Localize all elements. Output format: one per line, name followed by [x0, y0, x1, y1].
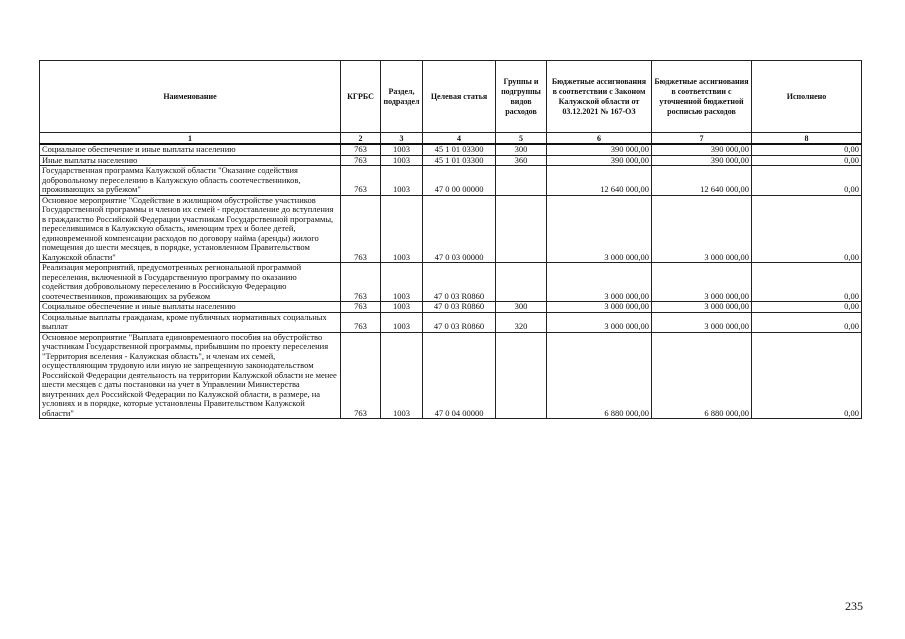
row-group — [496, 332, 547, 419]
row-executed: 0,00 — [752, 144, 862, 155]
row-law-allocation: 12 640 000,00 — [547, 166, 652, 196]
row-law-allocation: 6 880 000,00 — [547, 332, 652, 419]
row-target: 47 0 00 00000 — [423, 166, 496, 196]
row-kgrbs: 763 — [341, 312, 381, 332]
row-law-allocation: 3 000 000,00 — [547, 263, 652, 302]
row-kgrbs: 763 — [341, 195, 381, 263]
column-number: 7 — [652, 133, 752, 145]
row-law-allocation: 3 000 000,00 — [547, 195, 652, 263]
row-section: 1003 — [381, 332, 423, 419]
column-number: 5 — [496, 133, 547, 145]
row-refined-allocation: 390 000,00 — [652, 155, 752, 166]
row-target: 45 1 01 03300 — [423, 155, 496, 166]
row-kgrbs: 763 — [341, 263, 381, 302]
table-row — [40, 166, 862, 196]
row-refined-allocation: 12 640 000,00 — [652, 166, 752, 196]
row-target: 47 0 03 R0860 — [423, 312, 496, 332]
row-target: 47 0 04 00000 — [423, 332, 496, 419]
row-group — [496, 195, 547, 263]
row-target: 47 0 03 R0860 — [423, 302, 496, 313]
row-executed: 0,00 — [752, 332, 862, 419]
row-name: Социальные выплаты гражданам, кроме публичных нормативных социальных выплат — [40, 312, 341, 332]
row-refined-allocation: 3 000 000,00 — [652, 195, 752, 263]
column-header-kgrbs: КГРБС — [341, 61, 381, 133]
row-law-allocation: 390 000,00 — [547, 144, 652, 155]
row-name: Иные выплаты населению — [40, 155, 341, 166]
row-refined-allocation: 6 880 000,00 — [652, 332, 752, 419]
table-row — [40, 263, 862, 302]
row-name: Государственная программа Калужской области "Оказание содействия добровольному переселению в Калужскую область соотечественников, проживающих за рубежом" — [40, 166, 341, 196]
row-section: 1003 — [381, 195, 423, 263]
row-refined-allocation: 3 000 000,00 — [652, 312, 752, 332]
table-row — [40, 144, 862, 155]
table-row — [40, 195, 862, 263]
row-target: 47 0 03 R0860 — [423, 263, 496, 302]
row-refined-allocation: 390 000,00 — [652, 144, 752, 155]
column-number: 4 — [423, 133, 496, 145]
row-name: Социальное обеспечение и иные выплаты населению — [40, 144, 341, 155]
row-executed: 0,00 — [752, 312, 862, 332]
row-group — [496, 263, 547, 302]
row-law-allocation: 3 000 000,00 — [547, 302, 652, 313]
row-group: 300 — [496, 302, 547, 313]
column-header-executed: Исполнено — [752, 61, 862, 133]
row-kgrbs: 763 — [341, 332, 381, 419]
row-name: Основное мероприятие "Выплата единовременного пособия на обустройство участникам Государственной программы, прибывшим по проекту переселения "Территория вселения - Калужская область", и членам их семей, осуществляющим трудовую или иную не запрещенную законодательством Российской Федерации деятельность на территории Калужской области не менее шести месяцев с даты постановки на учет в Управлении Министерства внутренних дел Российской Федерации по Калужской области, в размере, на условиях и в порядке, которые установлены Правительством Калужской области" — [40, 332, 341, 419]
row-executed: 0,00 — [752, 195, 862, 263]
row-refined-allocation: 3 000 000,00 — [652, 263, 752, 302]
row-group — [496, 166, 547, 196]
row-section: 1003 — [381, 312, 423, 332]
row-group: 320 — [496, 312, 547, 332]
row-kgrbs: 763 — [341, 144, 381, 155]
row-target: 45 1 01 03300 — [423, 144, 496, 155]
row-section: 1003 — [381, 263, 423, 302]
column-number: 1 — [40, 133, 341, 145]
column-header-law-allocation: Бюджетные ассигнования в соответствии с Законом Калужской области от 03.12.2021 № 167-ОЗ — [547, 61, 652, 133]
header-row — [40, 61, 862, 133]
column-header-refined-allocation: Бюджетные ассигнования в соответствии с уточненной бюджетной росписью расходов — [652, 61, 752, 133]
column-header-target: Целевая статья — [423, 61, 496, 133]
row-name: Основное мероприятие "Содействие в жилищном обустройстве участников Государственной программы и членов их семей - предоставление до вступления в гражданство Российской Федерации участникам Государственной программы, переселившимся в Калужскую область, имеющим трех и более детей, единовременной компенсации расходов по договору найма (аренды) жилого помещения до шести месяцев, в порядке, установленном Правительством Калужской области" — [40, 195, 341, 263]
row-law-allocation: 3 000 000,00 — [547, 312, 652, 332]
row-executed: 0,00 — [752, 166, 862, 196]
row-executed: 0,00 — [752, 302, 862, 313]
row-name: Социальное обеспечение и иные выплаты населению — [40, 302, 341, 313]
column-header-group: Группы и подгруппы видов расходов — [496, 61, 547, 133]
column-number: 2 — [341, 133, 381, 145]
column-number: 6 — [547, 133, 652, 145]
table-row — [40, 312, 862, 332]
row-refined-allocation: 3 000 000,00 — [652, 302, 752, 313]
column-number: 8 — [752, 133, 862, 145]
column-header-section: Раздел, подраздел — [381, 61, 423, 133]
table-row — [40, 155, 862, 166]
row-executed: 0,00 — [752, 263, 862, 302]
row-kgrbs: 763 — [341, 166, 381, 196]
table-row — [40, 302, 862, 313]
row-section: 1003 — [381, 166, 423, 196]
column-number: 3 — [381, 133, 423, 145]
row-kgrbs: 763 — [341, 302, 381, 313]
row-section: 1003 — [381, 155, 423, 166]
table-row — [40, 332, 862, 419]
row-executed: 0,00 — [752, 155, 862, 166]
row-section: 1003 — [381, 302, 423, 313]
row-law-allocation: 390 000,00 — [547, 155, 652, 166]
row-name: Реализация мероприятий, предусмотренных региональной программой переселения, включенной в Государственную программу по оказанию содействия добровольному переселению в Российскую Федерацию соотечественников, проживающих за рубежом — [40, 263, 341, 302]
page-number: 235 — [845, 599, 863, 613]
row-group: 360 — [496, 155, 547, 166]
row-section: 1003 — [381, 144, 423, 155]
column-number-row — [40, 133, 862, 145]
row-group: 300 — [496, 144, 547, 155]
column-header-name: Наименование — [40, 61, 341, 133]
row-kgrbs: 763 — [341, 155, 381, 166]
row-target: 47 0 03 00000 — [423, 195, 496, 263]
budget-table — [39, 60, 862, 419]
